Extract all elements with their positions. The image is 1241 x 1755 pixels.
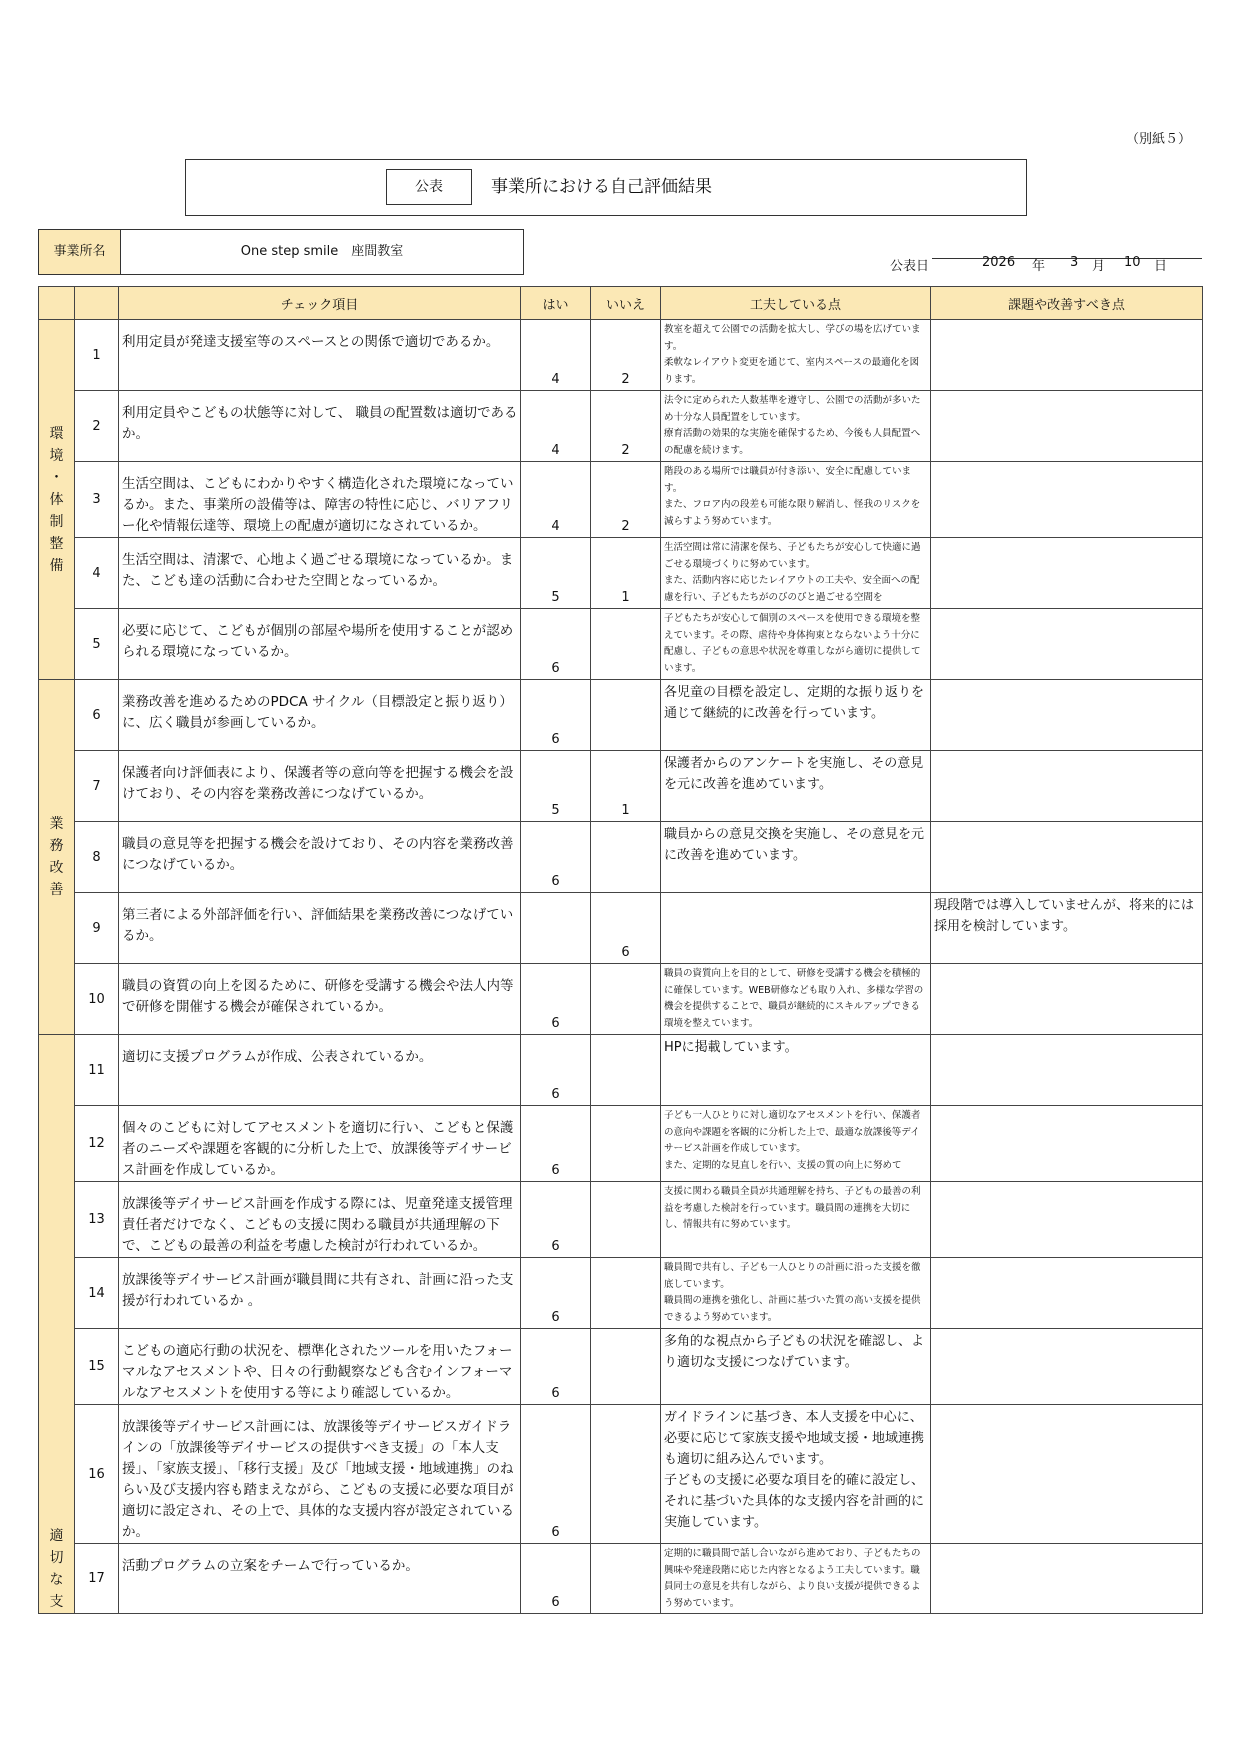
issue-text <box>931 751 1203 822</box>
improvement-text <box>661 680 931 751</box>
row-number: 13 <box>75 1182 119 1258</box>
issue-text <box>931 1405 1203 1544</box>
table-row <box>39 1258 1203 1329</box>
yes-count: 6 <box>521 680 591 751</box>
yes-count: 6 <box>521 1258 591 1329</box>
evaluation-table <box>38 286 1203 1614</box>
improvement-text <box>661 1035 931 1106</box>
yes-count: 6 <box>521 1329 591 1405</box>
annex-label: （別紙５） <box>1126 132 1192 147</box>
check-item-text: こどもの適応行動の状況を、標準化されたツールを用いたフォーマルなアセスメントや、日々の行動観察なども含むインフォーマルなアセスメントを使用する等により確認しているか。 <box>119 1329 521 1405</box>
title-box <box>185 159 1027 216</box>
improvement-text <box>661 964 931 1035</box>
improvement-text <box>661 462 931 538</box>
table-row <box>39 751 1203 822</box>
improvement-text <box>661 1329 931 1405</box>
check-item-text: 放課後等デイサービス計画を作成する際には、児童発達支援管理責任者だけでなく、こどもの支援に関わる職員が共通理解の下で、こどもの最善の利益を考慮した検討が行われているか。 <box>119 1182 521 1258</box>
row-number: 10 <box>75 964 119 1035</box>
category-char: 切 <box>49 1550 64 1566</box>
improvement-content: ガイドラインに基づき、本人支援を中心に、必要に応じて家族支援や地域支援・地域連携も適切に組み込んでいます。 子どもの支援に必要な項目を的確に設定し、それに基づいた具体的な支援内容を計画的に実施しています。 <box>664 1410 925 1530</box>
improvement-content: 支援に関わる職員全員が共通理解を持ち、子どもの最善の利益を考慮した検討を行っています。職員間の連携を大切にし、情報共有に努めています。 <box>664 1186 921 1230</box>
check-item-text: 個々のこどもに対してアセスメントを適切に行い、こどもと保護者のニーズや課題を客観的に分析した上で、放課後等デイサービス計画を作成しているか。 <box>119 1106 521 1182</box>
no-count <box>591 1405 661 1544</box>
improvement-text <box>661 1106 931 1182</box>
yes-count: 6 <box>521 964 591 1035</box>
table-row <box>39 893 1203 964</box>
header-category <box>39 287 75 320</box>
issue-text <box>931 391 1203 462</box>
issue-text <box>931 822 1203 893</box>
yes-count: 6 <box>521 1106 591 1182</box>
check-item-text: 業務改善を進めるためのPDCA サイクル（目標設定と振り返り）に、広く職員が参画しているか。 <box>119 680 521 751</box>
improvement-text <box>661 538 931 609</box>
yes-count: 6 <box>521 1405 591 1544</box>
check-item-text: 生活空間は、清潔で、心地よく過ごせる環境になっているか。また、こども達の活動に合わせた空間となっているか。 <box>119 538 521 609</box>
issue-text <box>931 462 1203 538</box>
table-row <box>39 1106 1203 1182</box>
check-item-text: 適切に支援プログラムが作成、公表されているか。 <box>119 1035 521 1106</box>
improvement-content: 保護者からのアンケートを実施し、その意見を元に改善を進めています。 <box>664 756 924 792</box>
check-item-text: 必要に応じて、こどもが個別の部屋や場所を使用することが認められる環境になっているか。 <box>119 609 521 680</box>
no-count: 6 <box>591 893 661 964</box>
office-name: One step smile 座間教室 <box>240 244 404 259</box>
issue-text <box>931 320 1203 391</box>
publish-month-unit: 月 <box>1092 259 1106 274</box>
issue-text <box>931 1258 1203 1329</box>
check-item-text: 職員の資質の向上を図るために、研修を受講する機会や法人内等で研修を開催する機会が確保されているか。 <box>119 964 521 1035</box>
improvement-text <box>661 320 931 391</box>
category-c3 <box>39 1035 75 1614</box>
category-c1 <box>39 320 75 680</box>
improvement-text <box>661 1405 931 1544</box>
category-char: 業 <box>49 816 64 832</box>
category-char: 適 <box>49 1528 64 1544</box>
no-count <box>591 822 661 893</box>
check-item-text: 活動プログラムの立案をチームで行っているか。 <box>119 1544 521 1614</box>
no-count <box>591 1544 661 1614</box>
row-number: 3 <box>75 462 119 538</box>
table-row <box>39 320 1203 391</box>
improvement-content: 定期的に職員間で話し合いながら進めており、子どもたちの興味や発達段階に応じた内容となるよう工夫しています。職員同士の意見を共有しながら、より良い支援が提供できるよう努めています。 <box>664 1548 921 1609</box>
issue-text <box>931 1544 1203 1614</box>
improvement-content: 教室を超えて公園での活動を拡大し、学びの場を広げています。 柔軟なレイアウト変更を通じて、室内スペースの最適化を図ります。 <box>664 324 921 385</box>
publish-day-unit: 日 <box>1154 259 1168 274</box>
row-number: 7 <box>75 751 119 822</box>
yes-count: 6 <box>521 1035 591 1106</box>
no-count <box>591 1182 661 1258</box>
check-item-text: 保護者向け評価表により、保護者等の意向等を把握する機会を設けており、その内容を業務改善につなげているか。 <box>119 751 521 822</box>
yes-count: 6 <box>521 822 591 893</box>
row-number: 8 <box>75 822 119 893</box>
improvement-text <box>661 391 931 462</box>
table-row <box>39 1405 1203 1544</box>
category-char: な <box>49 1572 64 1588</box>
row-number: 1 <box>75 320 119 391</box>
row-number: 9 <box>75 893 119 964</box>
category-char: 体 <box>49 491 64 508</box>
yes-count: 4 <box>521 462 591 538</box>
publish-date <box>932 255 1202 274</box>
yes-count: 6 <box>521 1182 591 1258</box>
issue-text <box>931 1035 1203 1106</box>
yes-count: 6 <box>521 1544 591 1614</box>
row-number: 5 <box>75 609 119 680</box>
improvement-content: 生活空間は常に清潔を保ち、子どもたちが安心して快適に過ごせる環境づくりに努めています。 また、活動内容に応じたレイアウトの工夫や、安全面への配慮を行い、子どもたちがのびのびと過ごせる空間を <box>664 542 921 603</box>
improvement-content: 多角的な視点から子どもの状況を確認し、より適切な支援につなげています。 <box>664 1334 925 1370</box>
issue-text <box>931 1329 1203 1405</box>
publish-date-label: 公表日 <box>890 259 930 274</box>
issue-text <box>931 1182 1203 1258</box>
improvement-content: HPに掲載しています。 <box>664 1040 798 1055</box>
category-char: 務 <box>49 838 64 854</box>
issue-text: 現段階では導入していませんが、将来的には採用を検討しています。 <box>931 893 1203 964</box>
header-number <box>75 287 119 320</box>
improvement-content: 職員の資質向上を目的として、研修を受講する機会を積極的に確保しています。WEB研修なども取り入れ、多様な学習の機会を提供することで、職員が継続的にスキルアップできる環境を整えています。 <box>664 968 924 1029</box>
check-item-text: 利用定員やこどもの状態等に対して、 職員の配置数は適切であるか。 <box>119 391 521 462</box>
category-char: 善 <box>49 882 64 898</box>
row-number: 16 <box>75 1405 119 1544</box>
category-char: 環 <box>49 425 64 442</box>
yes-count: 6 <box>521 609 591 680</box>
improvement-content: 職員からの意見交換を実施し、その意見を元に改善を進めています。 <box>664 827 925 863</box>
check-item-text: 放課後等デイサービス計画が職員間に共有され、計画に沿った支援が行われているか 。 <box>119 1258 521 1329</box>
table-row <box>39 964 1203 1035</box>
category-char: 制 <box>49 513 64 530</box>
issue-text <box>931 964 1203 1035</box>
no-count <box>591 1329 661 1405</box>
header-yes: はい <box>521 287 591 320</box>
yes-count: 4 <box>521 320 591 391</box>
table-row <box>39 1182 1203 1258</box>
improvement-content: 子ども一人ひとりに対し適切なアセスメントを行い、保護者の意向や課題を客観的に分析した上で、最適な放課後等デイサービス計画を作成しています。 また、定期的な見直しを行い、支援の質の向上に努めて <box>664 1110 921 1171</box>
check-item-text: 第三者による外部評価を行い、評価結果を業務改善につなげているか。 <box>119 893 521 964</box>
no-count <box>591 964 661 1035</box>
category-char: ・ <box>49 469 64 486</box>
table-header-row <box>39 287 1203 320</box>
improvement-text <box>661 822 931 893</box>
no-count <box>591 1035 661 1106</box>
category-char: 改 <box>49 860 64 876</box>
improvement-text <box>661 1258 931 1329</box>
no-count <box>591 1258 661 1329</box>
office-box <box>38 229 524 275</box>
header-improve: 工夫している点 <box>661 287 931 320</box>
publish-month: 3 <box>1070 255 1079 270</box>
public-badge: 公表 <box>386 169 472 205</box>
row-number: 2 <box>75 391 119 462</box>
improvement-text <box>661 751 931 822</box>
publish-year-unit: 年 <box>1032 259 1046 274</box>
no-count <box>591 680 661 751</box>
improvement-text <box>661 1544 931 1614</box>
row-number: 11 <box>75 1035 119 1106</box>
improvement-text <box>661 609 931 680</box>
yes-count: 5 <box>521 538 591 609</box>
publish-year: 2026 <box>982 255 1016 270</box>
no-count <box>591 609 661 680</box>
category-char: 整 <box>49 535 64 552</box>
row-number: 17 <box>75 1544 119 1614</box>
table-row <box>39 1035 1203 1106</box>
no-count: 2 <box>591 391 661 462</box>
improvement-text <box>661 893 931 964</box>
table-row <box>39 1329 1203 1405</box>
no-count: 2 <box>591 320 661 391</box>
issue-text <box>931 1106 1203 1182</box>
row-number: 12 <box>75 1106 119 1182</box>
header-check-item: チェック項目 <box>119 287 521 320</box>
page-title: 事業所における自己評価結果 <box>491 177 712 197</box>
table-row <box>39 822 1203 893</box>
improvement-content: 法令に定められた人数基準を遵守し、公園での活動が多いため十分な人員配置をしています。 療育活動の効果的な実施を確保するため、今後も人員配置への配慮を続けます。 <box>664 395 921 456</box>
category-char: 支 <box>49 1594 64 1610</box>
table-row <box>39 538 1203 609</box>
table-row <box>39 609 1203 680</box>
no-count: 1 <box>591 751 661 822</box>
category-char: 境 <box>49 447 64 464</box>
publish-day: 10 <box>1124 255 1141 270</box>
yes-count: 5 <box>521 751 591 822</box>
table-row <box>39 680 1203 751</box>
no-count: 2 <box>591 462 661 538</box>
improvement-content: 職員間で共有し、子ども一人ひとりの計画に沿った支援を徹底しています。 職員間の連携を強化し、計画に基づいた質の高い支援を提供できるよう努めています。 <box>664 1262 921 1323</box>
header-no: いいえ <box>591 287 661 320</box>
table-row <box>39 391 1203 462</box>
check-item-text: 職員の意見等を把握する機会を設けており、その内容を業務改善につなげているか。 <box>119 822 521 893</box>
table-row <box>39 1544 1203 1614</box>
table-row <box>39 462 1203 538</box>
check-item-text: 生活空間は、こどもにわかりやすく構造化された環境になっているか。また、事業所の設備等は、障害の特性に応じ、バリアフリー化や情報伝達等、環境上の配慮が適切になされているか。 <box>119 462 521 538</box>
yes-count: 4 <box>521 391 591 462</box>
header-issue: 課題や改善すべき点 <box>931 287 1203 320</box>
row-number: 15 <box>75 1329 119 1405</box>
row-number: 14 <box>75 1258 119 1329</box>
category-char: 備 <box>49 557 64 574</box>
issue-text <box>931 609 1203 680</box>
improvement-content: 子どもたちが安心して個別のスペースを使用できる環境を整えています。その際、虐待や身体拘束とならないよう十分に配慮し、子どもの意思や状況を尊重しながら適切に提供しています。 <box>664 613 921 674</box>
improvement-text <box>661 1182 931 1258</box>
category-c2 <box>39 680 75 1035</box>
no-count: 1 <box>591 538 661 609</box>
improvement-content: 各児童の目標を設定し、定期的な振り返りを通じて継続的に改善を行っています。 <box>664 685 925 721</box>
yes-count <box>521 893 591 964</box>
issue-text <box>931 538 1203 609</box>
row-number: 6 <box>75 680 119 751</box>
check-item-text: 放課後等デイサービス計画には、放課後等デイサービスガイドラインの「放課後等デイサービスの提供すべき支援」の「本人支援」、「家族支援」、「移行支援」及び「地域支援・地域連携」のねらい及び支援内容も踏まえながら、こどもの支援に必要な項目が適切に設定され、その上で、具体的な支援内容が設定されているか。 <box>119 1405 521 1544</box>
improvement-content: 階段のある場所では職員が付き添い、安全に配慮しています。 また、フロア内の段差も可能な限り解消し、怪我のリスクを減らすよう努めています。 <box>664 466 921 527</box>
office-label: 事業所名 <box>39 230 121 274</box>
row-number: 4 <box>75 538 119 609</box>
issue-text <box>931 680 1203 751</box>
check-item-text: 利用定員が発達支援室等のスペースとの関係で適切であるか。 <box>119 320 521 391</box>
no-count <box>591 1106 661 1182</box>
